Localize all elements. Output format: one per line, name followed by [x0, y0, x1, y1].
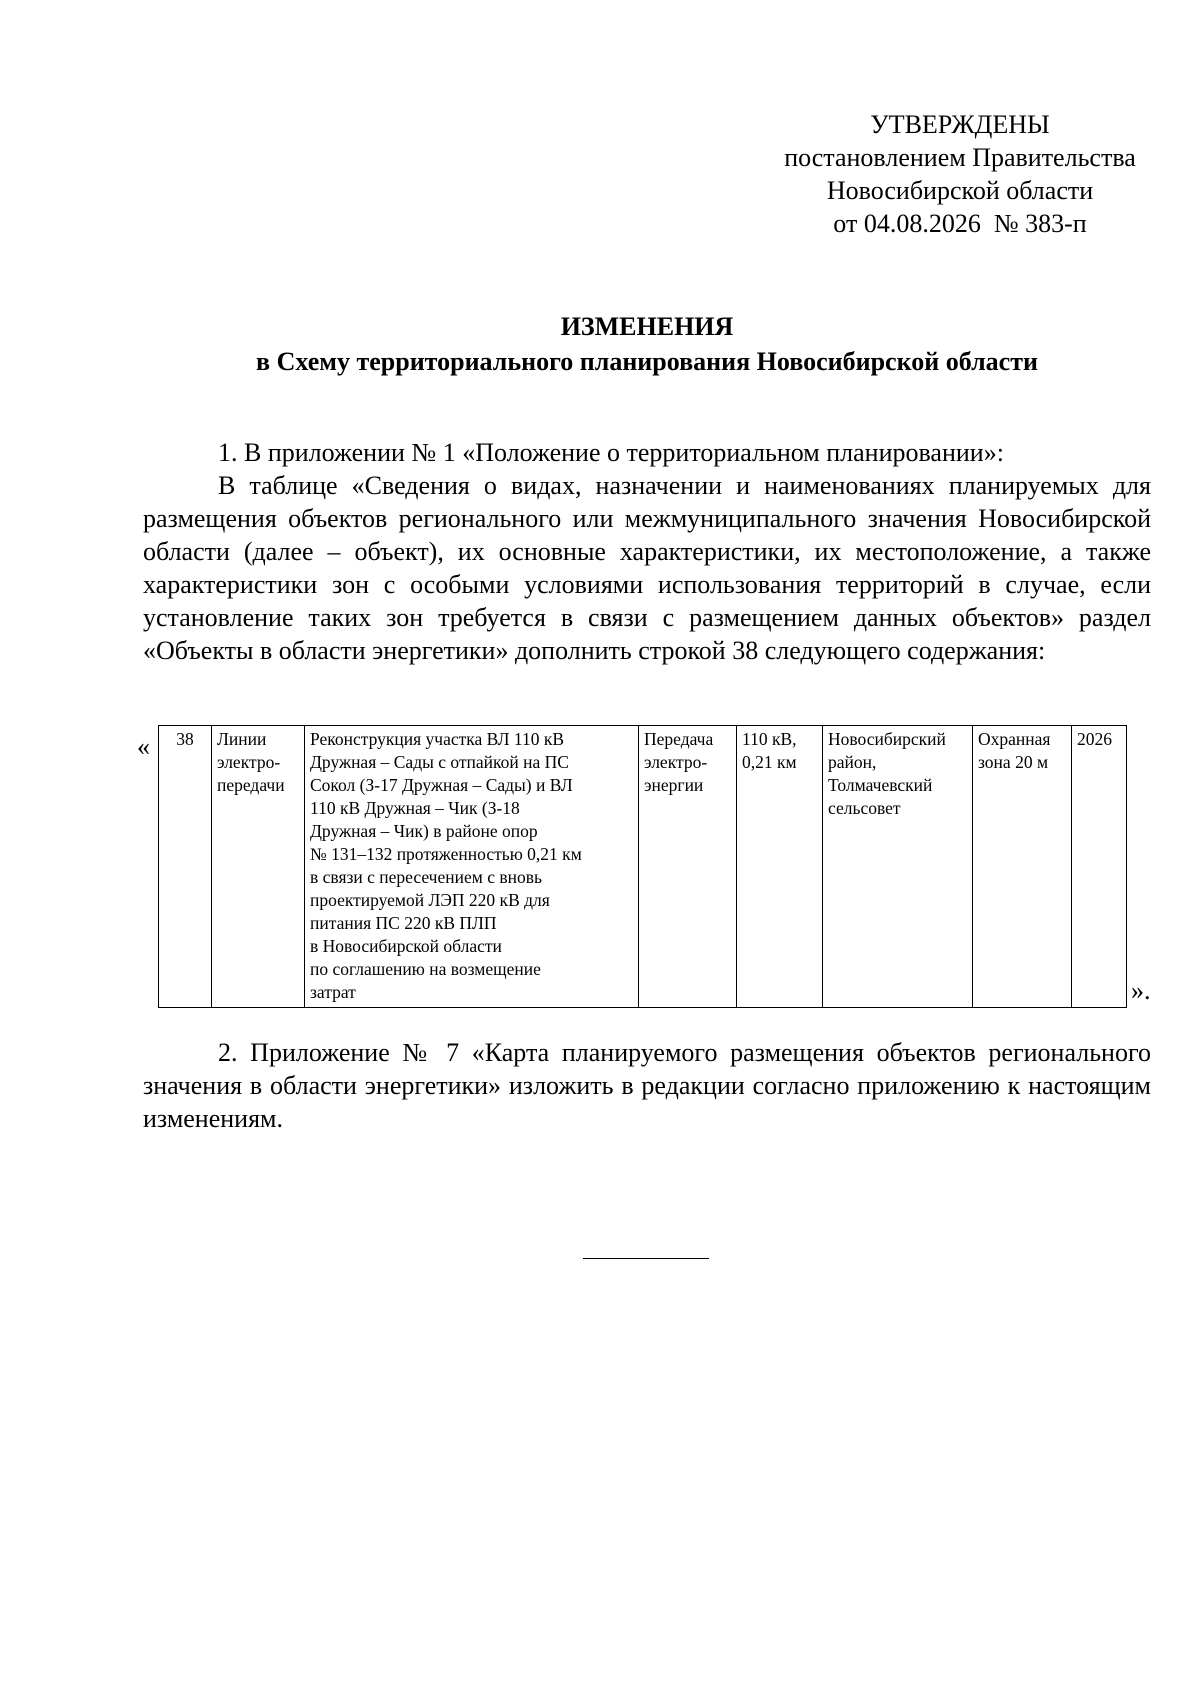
cell-line: питания ПС 220 кВ ПЛП [310, 913, 497, 933]
cell-characteristics [737, 726, 823, 1008]
cell-line: Новосибирский [828, 729, 946, 749]
cell-line: в Новосибирской области [310, 936, 502, 956]
cell-line: электро- [644, 752, 708, 772]
cell-name [305, 726, 639, 1008]
cell-line: по соглашению на возмещение [310, 959, 541, 979]
cell-line: сельсовет [828, 798, 901, 818]
table-row [159, 726, 1127, 1008]
cell-location [823, 726, 973, 1008]
cell-line: 0,21 км [742, 752, 797, 772]
approval-heading: УТВЕРЖДЕНЫ [870, 110, 1050, 139]
closing-separator-line [583, 1258, 709, 1259]
approval-date-number: от 04.08.2026 № 383-п [833, 209, 1087, 238]
cell-line: 110 кВ Дружная – Чик (З-18 [310, 798, 520, 818]
cell-year: 2026 [1072, 726, 1127, 1008]
cell-purpose [639, 726, 737, 1008]
cell-number: 38 [159, 726, 212, 1008]
cell-line: Линии [217, 729, 267, 749]
amendment-table [158, 725, 1127, 1008]
cell-zone [973, 726, 1072, 1008]
cell-line: Толмачевский [828, 775, 933, 795]
paragraph-3: 2. Приложение № 7 «Карта планируемого размещения объектов регионального значения в области энергетики» изложить в редакции согласно приложению к настоящим изменениям. [143, 1038, 1151, 1133]
cell-line: район, [828, 752, 877, 772]
approval-line: Новосибирской области [826, 176, 1094, 205]
cell-line: Охранная [978, 729, 1051, 749]
cell-line: 110 кВ, [742, 729, 797, 749]
cell-line: затрат [310, 982, 356, 1002]
cell-line: передачи [217, 775, 285, 795]
quote-open: « [137, 732, 150, 761]
title-subheading: в Схему территориального планирования Новосибирской области [256, 347, 1038, 376]
cell-line: Реконструкция участка ВЛ 110 кВ [310, 729, 565, 749]
cell-line: Дружная – Чик) в районе опор [310, 821, 538, 841]
cell-line: энергии [644, 775, 704, 795]
cell-line: № 131–132 протяженностью 0,21 км [310, 844, 582, 864]
cell-line: зона 20 м [978, 752, 1049, 772]
quote-close: ». [1131, 976, 1151, 1005]
cell-line: проектируемой ЛЭП 220 кВ для [310, 890, 550, 910]
cell-line: электро- [217, 752, 281, 772]
document-title [143, 309, 1151, 379]
approval-line: постановлением Правительства [784, 143, 1136, 172]
cell-line: Сокол (З-17 Дружная – Сады) и ВЛ [310, 775, 573, 795]
cell-line: в связи с пересечением с вновь [310, 867, 542, 887]
title-heading: ИЗМЕНЕНИЯ [560, 312, 734, 341]
paragraph-1: 1. В приложении № 1 «Положение о территориальном планировании»: [218, 438, 1004, 467]
cell-line: Дружная – Сады с отпайкой на ПС [310, 752, 569, 772]
paragraph-2: В таблице «Сведения о видах, назначении и наименованиях планируемых для размещения объектов регионального или межмуниципального значения Новосибирской области (далее – объект), их основные характеристики, их местоположение, а также характеристики зон с особыми условиями использования территорий в случае, если установление таких зон требуется в связи с размещением данных объектов» раздел «Объекты в области энергетики» дополнить строкой 38 следующего содержания: [143, 471, 1151, 665]
approval-block [760, 108, 1160, 240]
cell-type [212, 726, 305, 1008]
cell-line: Передача [644, 729, 714, 749]
